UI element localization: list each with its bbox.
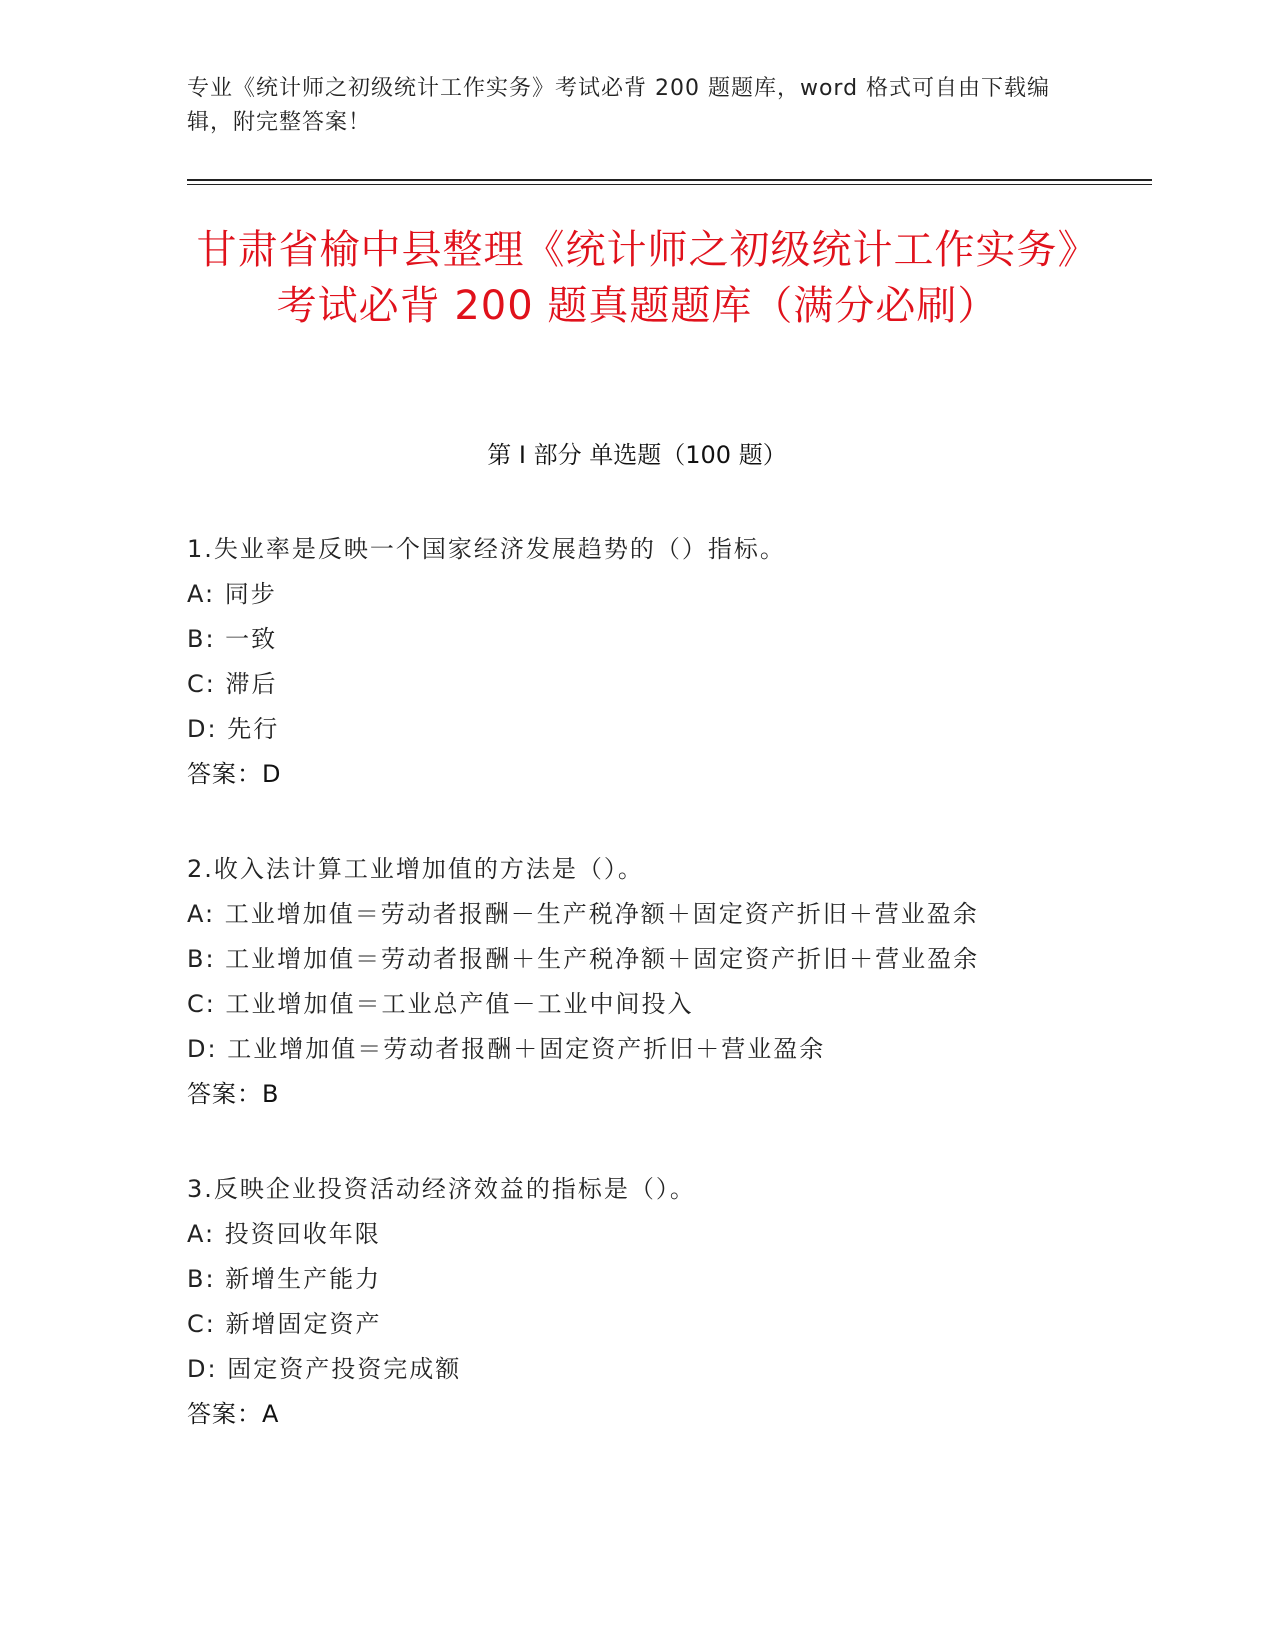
answer-line: 答案：D [187,760,282,788]
header-divider-thin [187,184,1152,185]
section-heading: 第 I 部分 单选题（100 题） [487,441,787,469]
option-c: C: 新增固定资产 [187,1310,382,1338]
header-divider [187,179,1152,181]
option-a: A: 同步 [187,580,277,608]
answer-line: 答案：A [187,1400,280,1428]
question-stem: 2.收入法计算工业增加值的方法是（）。 [187,855,644,883]
option-c: C: 工业增加值＝工业总产值－工业中间投入 [187,990,694,1018]
question-block [187,527,1127,797]
option-a: A: 投资回收年限 [187,1220,381,1248]
option-b: B: 新增生产能力 [187,1265,382,1293]
option-a: A: 工业增加值＝劳动者报酬－生产税净额＋固定资产折旧＋营业盈余 [187,900,979,928]
question-block [187,847,1127,1117]
document-title: 甘肃省榆中县整理《统计师之初级统计工作实务》考试必背 200 题真题题库（满分必刷） [196,227,1079,329]
option-b: B: 一致 [187,625,278,653]
option-d: D: 先行 [187,715,280,743]
header-note: 专业《统计师之初级统计工作实务》考试必背 200 题题库，word 格式可自由下载编辑，附完整答案！ [187,76,1051,135]
option-c: C: 滞后 [187,670,278,698]
question-block [187,1167,1127,1437]
option-d: D: 工业增加值＝劳动者报酬＋固定资产折旧＋营业盈余 [187,1035,826,1063]
question-stem: 3.反映企业投资活动经济效益的指标是（）。 [187,1175,696,1203]
answer-line: 答案：B [187,1080,280,1108]
option-b: B: 工业增加值＝劳动者报酬＋生产税净额＋固定资产折旧＋营业盈余 [187,945,980,973]
question-stem: 1.失业率是反映一个国家经济发展趋势的（）指标。 [187,535,786,563]
option-d: D: 固定资产投资完成额 [187,1355,462,1383]
